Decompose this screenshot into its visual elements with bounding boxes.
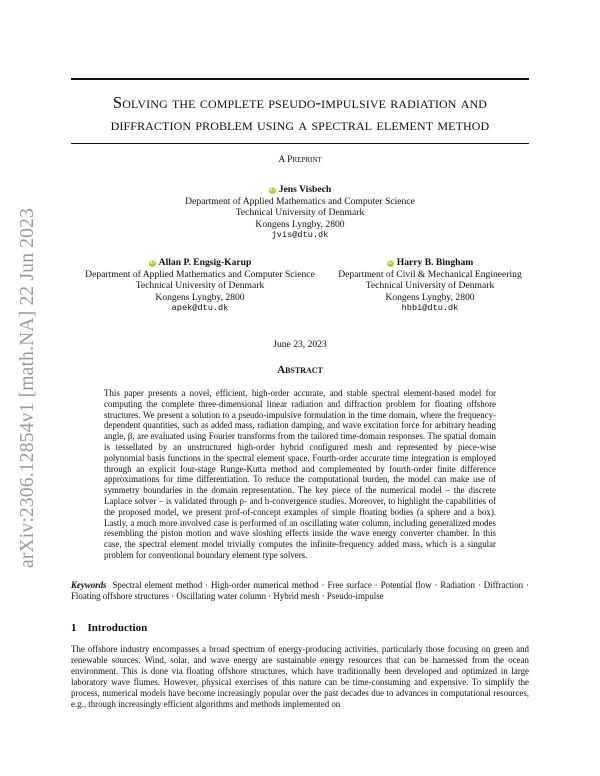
section-heading [71, 622, 147, 634]
section-number: 1 [71, 622, 77, 634]
author-univ: Technical University of Denmark [135, 280, 265, 292]
author-univ: Technical University of Denmark [365, 280, 495, 292]
abstract-text: This paper presents a novel, efficient, high-order accurate, and stable spectral element-based model for computing the complete three-dimensional linear radiation and diffraction problem for floating offshore structures. We present a solution to a pseudo-impulsive formulation in the time domain, where the frequency-dependent quantities, such as added mass, radiation damping, and wave excitation force for arbitrary heading angle, β, are evaluated using Fourier transforms from the tailored time-domain responses. The spatial domain is tessellated by an unstructured high-order hybrid configured mesh and represented by piece-wise polynomial basis functions in the spectral element space. Fourth-order accurate time integration is employed through an explicit four-stage Runge-Kutta method and complemented by fourth-order finite difference approximations for time differentiation. To reduce the computational burden, the model can make use of symmetry boundaries in the domain representation. The key piece of the numerical model – the discrete Laplace solver – is validated through p- and h-convergence studies. Moreover, to highlight the capabilities of the proposed model, we present prof-of-concept examples of simple floating bodies (a sphere and a box). Lastly, a much more involved case is performed of an oscillating water column, including generalized modes resembling the piston motion and wave sloshing effects inside the wave energy converter chamber. In this case, the spectral element model trivially computes the infinite-frequency added mass, which is a singular problem for conventional boundary element type solvers. [104, 388, 496, 560]
author-univ: Technical University of Denmark [235, 207, 365, 219]
orcid-icon[interactable]: iD [269, 187, 275, 193]
author-city: Kongens Lyngby, 2800 [155, 291, 245, 303]
author-email[interactable]: apek@dtu.dk [171, 303, 229, 314]
author-email[interactable]: jvis@dtu.dk [271, 230, 329, 241]
orcid-icon[interactable]: iD [387, 260, 393, 266]
title-line-2: diffraction problem using a spectral element method [110, 115, 490, 134]
author-name: Allan P. Engsig-Karup [158, 257, 252, 268]
date: June 23, 2023 [273, 339, 327, 350]
author-dept: Department of Civil & Mechanical Engineering [338, 268, 522, 280]
keywords-text: Spectral element method · High-order numerical method · Free surface · Potential flow · Radiation · Diffraction · Floating offshore structures · Oscillating water column · Hybrid mesh · Pseudo-impulse [71, 580, 530, 601]
author-block-1 [150, 184, 450, 242]
author-email[interactable]: hbbi@dtu.dk [401, 303, 459, 314]
title-bottom-rule [71, 143, 529, 144]
arxiv-stamp: arXiv:2306.12854v1 [math.NA] 22 Jun 2023 [17, 207, 38, 569]
author-city: Kongens Lyngby, 2800 [255, 218, 345, 230]
author-name: Jens Visbech [278, 184, 332, 195]
preprint-label: A Preprint [278, 154, 322, 165]
author-block-3 [325, 257, 535, 315]
author-dept: Department of Applied Mathematics and Computer Science [85, 268, 315, 280]
orcid-icon[interactable]: iD [149, 260, 155, 266]
keywords-label: Keywords [71, 580, 107, 590]
keywords [71, 580, 529, 602]
author-dept: Department of Applied Mathematics and Computer Science [185, 195, 415, 207]
title-top-rule [71, 78, 529, 80]
section-text: The offshore industry encompasses a broad spectrum of energy-producing activities, particularly those focusing on green and renewable sources. Wind, solar, and wave energy are sustainable energy resources that can be harnessed from the ocean environment. This is done via floating offshore structures, which have traditionally been developed and optimized in large laboratory wave flumes. However, physical exercises of this nature can be time-consuming and expensive. To simplify the process, numerical models have become increasingly popular over the past decades due to advances in computational resources, e.g., through increasingly efficient algorithms and methods implemented on [71, 644, 529, 709]
title-line-1: Solving the complete pseudo-impulsive radiation and [112, 93, 488, 112]
abstract-heading: Abstract [277, 364, 323, 376]
author-block-2 [70, 257, 330, 315]
author-city: Kongens Lyngby, 2800 [385, 291, 475, 303]
author-name: Harry B. Bingham [396, 257, 474, 268]
section-title: Introduction [87, 622, 148, 634]
